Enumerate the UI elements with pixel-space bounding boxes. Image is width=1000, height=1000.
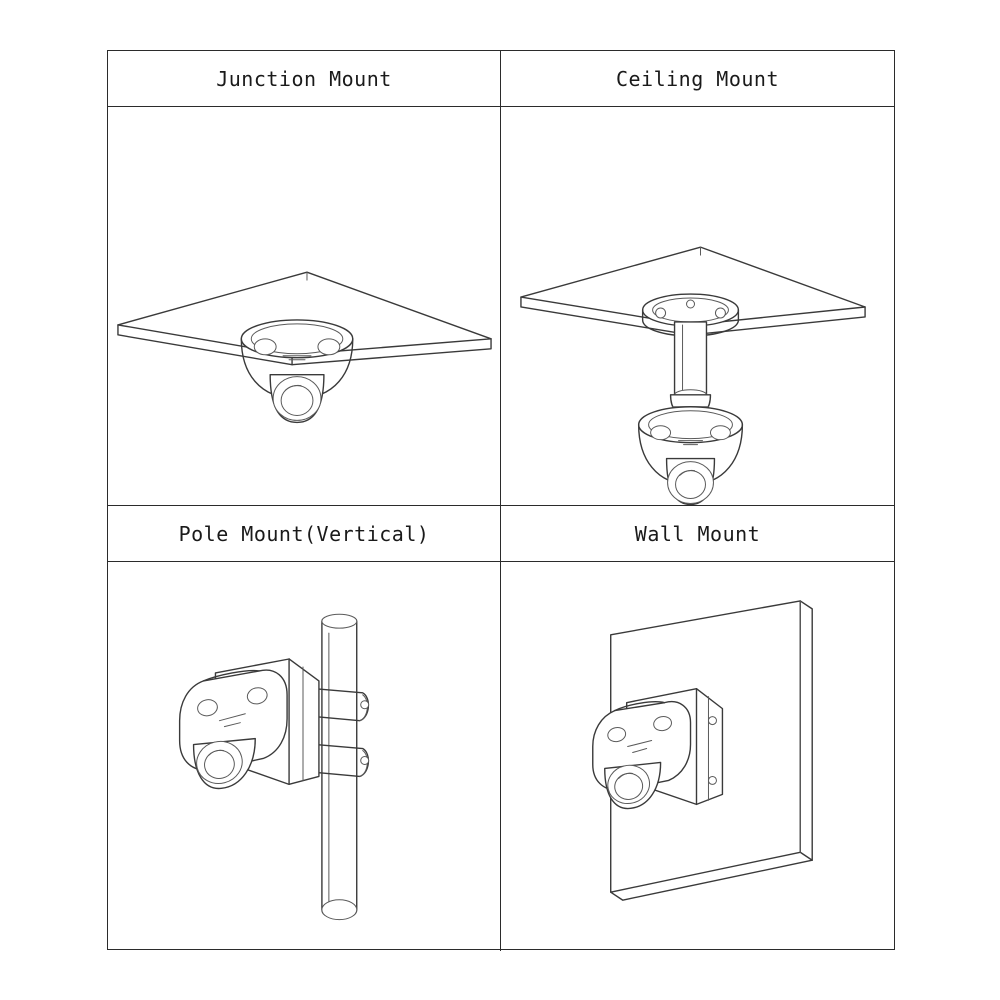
- pole: [322, 614, 357, 919]
- ceiling-mount-illustration: [501, 107, 894, 505]
- junction-mount-illustration: [108, 107, 500, 505]
- figure-ceiling-mount: [501, 107, 894, 505]
- cell-title-ceiling-mount: Ceiling Mount: [501, 51, 894, 107]
- cell-title-junction-mount: Junction Mount: [108, 51, 500, 107]
- figure-junction-mount: [108, 107, 500, 505]
- wall-mount-illustration: [501, 562, 894, 951]
- cell-ceiling-mount: [501, 51, 894, 506]
- cell-junction-mount: [108, 51, 501, 506]
- camera-turret: [639, 407, 743, 505]
- mounting-options-grid: [107, 50, 895, 950]
- cell-title-pole-mount-vertical: Pole Mount(Vertical): [108, 506, 500, 562]
- camera-turret: [241, 320, 352, 422]
- figure-wall-mount: [501, 562, 894, 951]
- cell-wall-mount: [501, 506, 894, 951]
- pendant-tube: [675, 322, 707, 400]
- cell-pole-mount-vertical: [108, 506, 501, 951]
- figure-pole-mount-vertical: [108, 562, 500, 951]
- cell-title-wall-mount: Wall Mount: [501, 506, 894, 562]
- pole-mount-illustration: [108, 562, 500, 951]
